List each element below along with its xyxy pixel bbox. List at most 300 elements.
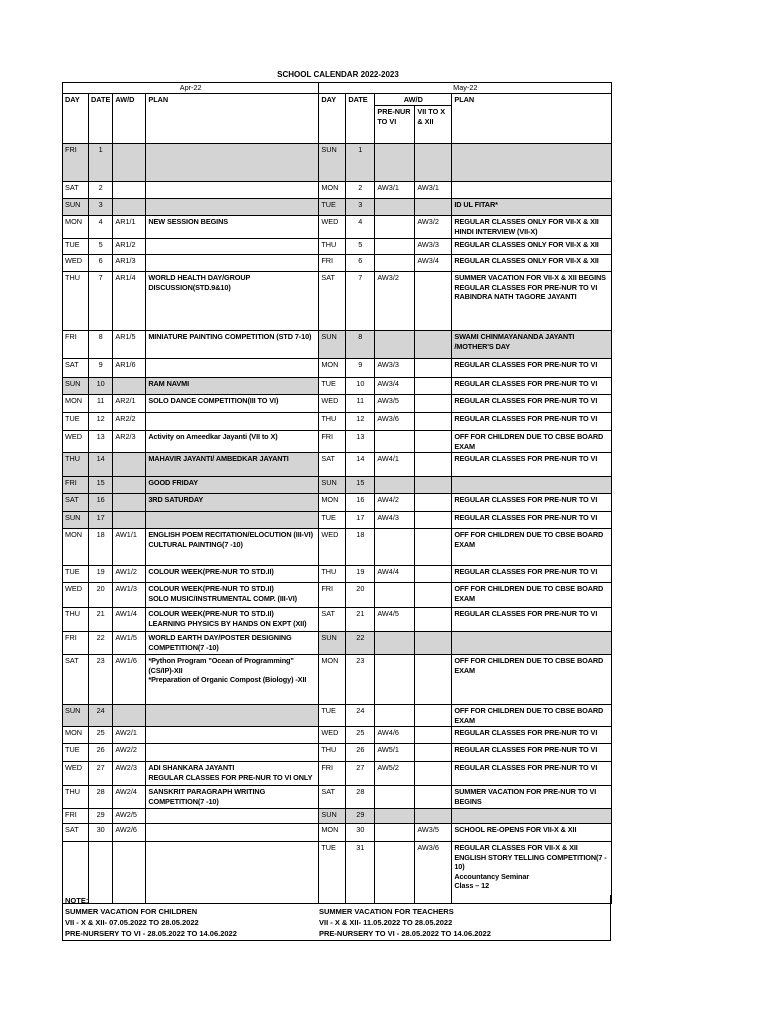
april-plan-cell: SOLO DANCE COMPETITION(III TO VI) <box>146 395 319 413</box>
table-row <box>63 413 612 431</box>
may-plan-cell: OFF FOR CHILDREN DUE TO CBSE BOARD EXAM <box>452 705 612 727</box>
may-day-cell: SUN <box>319 477 346 494</box>
april-day-cell: SAT <box>63 494 89 512</box>
may-date-cell: 2 <box>346 182 375 199</box>
may-day-cell: SUN <box>319 144 346 182</box>
may-day-cell: MON <box>319 824 346 842</box>
april-date-cell: 30 <box>89 824 113 842</box>
header-day: DAY <box>319 94 346 144</box>
header-plan: PLAN <box>146 94 319 144</box>
april-date-cell: 16 <box>89 494 113 512</box>
april-aw-cell <box>113 144 146 182</box>
april-aw-cell <box>113 477 146 494</box>
april-day-cell: SUN <box>63 705 89 727</box>
april-day-cell: WED <box>63 583 89 608</box>
may-date-cell: 11 <box>346 395 375 413</box>
children-vacation-note <box>65 907 237 940</box>
april-day-cell: SUN <box>63 378 89 395</box>
may-plan-cell <box>452 632 612 655</box>
april-aw-cell <box>113 494 146 512</box>
april-date-cell: 2 <box>89 182 113 199</box>
may-day-cell: SAT <box>319 786 346 809</box>
may-aw-pre-nur-cell <box>375 655 415 705</box>
may-plan-cell: REGULAR CLASSES FOR PRE-NUR TO VI <box>452 608 612 632</box>
april-day-cell: TUE <box>63 566 89 583</box>
april-plan-cell <box>146 727 319 744</box>
table-row <box>63 378 612 395</box>
may-date-cell: 13 <box>346 431 375 453</box>
april-aw-cell: AW1/4 <box>113 608 146 632</box>
april-day-cell: TUE <box>63 239 89 255</box>
may-date-cell: 30 <box>346 824 375 842</box>
april-plan-cell <box>146 255 319 272</box>
april-aw-cell: AR1/6 <box>113 359 146 378</box>
may-plan-cell: REGULAR CLASSES ONLY FOR VII-X & XII HINDI INTERVIEW (VII-X) <box>452 216 612 239</box>
may-plan-cell: SWAMI CHINMAYANANDA JAYANTI /MOTHER'S DAY <box>452 331 612 359</box>
may-date-cell: 25 <box>346 727 375 744</box>
april-plan-cell <box>146 359 319 378</box>
table-row <box>63 824 612 842</box>
april-aw-cell: AW1/6 <box>113 655 146 705</box>
may-aw-pre-nur-cell <box>375 331 415 359</box>
may-aw-vii-xii-cell <box>415 378 452 395</box>
may-plan-cell <box>452 144 612 182</box>
may-aw-vii-xii-cell <box>415 809 452 824</box>
april-plan-cell: WORLD HEALTH DAY/GROUP DISCUSSION(STD.9&10) <box>146 272 319 331</box>
may-day-cell: FRI <box>319 431 346 453</box>
table-row <box>63 239 612 255</box>
may-aw-vii-xii-cell <box>415 566 452 583</box>
april-date-cell: 29 <box>89 809 113 824</box>
may-aw-vii-xii-cell <box>415 199 452 216</box>
may-day-cell: MON <box>319 655 346 705</box>
may-aw-vii-xii-cell <box>415 359 452 378</box>
april-plan-cell: MAHAVIR JAYANTI/ AMBEDKAR JAYANTI <box>146 453 319 477</box>
may-date-cell: 1 <box>346 144 375 182</box>
may-plan-cell: OFF FOR CHILDREN DUE TO CBSE BOARD EXAM <box>452 583 612 608</box>
may-aw-pre-nur-cell <box>375 705 415 727</box>
may-aw-vii-xii-cell <box>415 413 452 431</box>
may-plan-cell: OFF FOR CHILDREN DUE TO CBSE BOARD EXAM <box>452 431 612 453</box>
may-aw-vii-xii-cell <box>415 512 452 529</box>
may-day-cell: FRI <box>319 583 346 608</box>
may-day-cell: WED <box>319 727 346 744</box>
april-day-cell: THU <box>63 453 89 477</box>
may-day-cell: THU <box>319 413 346 431</box>
may-day-cell: SAT <box>319 272 346 331</box>
may-date-cell: 27 <box>346 762 375 786</box>
may-aw-pre-nur-cell: AW3/5 <box>375 395 415 413</box>
may-aw-vii-xii-cell <box>415 583 452 608</box>
may-date-cell: 8 <box>346 331 375 359</box>
april-plan-cell: Activity on Ameedkar Jayanti (VII to X) <box>146 431 319 453</box>
may-aw-pre-nur-cell: AW3/3 <box>375 359 415 378</box>
april-plan-cell: ADI SHANKARA JAYANTI REGULAR CLASSES FOR PRE-NUR TO VI ONLY <box>146 762 319 786</box>
april-plan-cell: SANSKRIT PARAGRAPH WRITING COMPETITION(7 -10) <box>146 786 319 809</box>
may-aw-vii-xii-cell <box>415 453 452 477</box>
april-day-cell: FRI <box>63 331 89 359</box>
april-date-cell: 19 <box>89 566 113 583</box>
april-aw-cell: AW1/2 <box>113 566 146 583</box>
may-aw-pre-nur-cell: AW3/1 <box>375 182 415 199</box>
april-date-cell: 28 <box>89 786 113 809</box>
april-aw-cell <box>113 705 146 727</box>
april-aw-cell: AW1/1 <box>113 529 146 566</box>
may-aw-pre-nur-cell <box>375 144 415 182</box>
may-aw-vii-xii-cell <box>415 331 452 359</box>
april-plan-cell: COLOUR WEEK(PRE-NUR TO STD.II) SOLO MUSIC/INSTRUMENTAL COMP. (III-VI) <box>146 583 319 608</box>
april-date-cell: 21 <box>89 608 113 632</box>
may-aw-vii-xii-cell <box>415 431 452 453</box>
table-row <box>63 786 612 809</box>
may-aw-vii-xii-cell <box>415 144 452 182</box>
may-day-cell: THU <box>319 744 346 762</box>
may-aw-vii-xii-cell <box>415 762 452 786</box>
april-aw-cell: AR2/3 <box>113 431 146 453</box>
may-aw-pre-nur-cell: AW4/3 <box>375 512 415 529</box>
may-plan-cell: SCHOOL RE-OPENS FOR VII-X & XII <box>452 824 612 842</box>
may-date-cell: 21 <box>346 608 375 632</box>
may-aw-pre-nur-cell: AW3/6 <box>375 413 415 431</box>
may-date-cell: 31 <box>346 842 375 904</box>
header-plan: PLAN <box>452 94 612 144</box>
april-plan-cell <box>146 512 319 529</box>
april-plan-cell: GOOD FRIDAY <box>146 477 319 494</box>
april-day-cell: MON <box>63 529 89 566</box>
may-aw-vii-xii-cell: AW3/6 <box>415 842 452 904</box>
may-day-cell: SUN <box>319 632 346 655</box>
may-plan-cell: REGULAR CLASSES FOR PRE-NUR TO VI <box>452 744 612 762</box>
table-row <box>63 512 612 529</box>
april-date-cell: 15 <box>89 477 113 494</box>
may-aw-vii-xii-cell <box>415 529 452 566</box>
may-aw-vii-xii-cell: AW3/5 <box>415 824 452 842</box>
april-day-cell: SAT <box>63 655 89 705</box>
april-aw-cell: AW2/5 <box>113 809 146 824</box>
april-day-cell: SAT <box>63 359 89 378</box>
april-plan-cell <box>146 199 319 216</box>
may-date-cell: 28 <box>346 786 375 809</box>
april-plan-cell: WORLD EARTH DAY/POSTER DESIGNING COMPETITION(7 -10) <box>146 632 319 655</box>
table-row <box>63 632 612 655</box>
may-aw-vii-xii-cell <box>415 705 452 727</box>
april-aw-cell: AW2/6 <box>113 824 146 842</box>
april-aw-cell: AR1/3 <box>113 255 146 272</box>
april-aw-cell: AR1/1 <box>113 216 146 239</box>
april-aw-cell: AW2/1 <box>113 727 146 744</box>
may-plan-cell: ID UL FITAR* <box>452 199 612 216</box>
may-date-cell: 26 <box>346 744 375 762</box>
april-date-cell: 23 <box>89 655 113 705</box>
april-date-cell: 12 <box>89 413 113 431</box>
april-date-cell: 8 <box>89 331 113 359</box>
may-date-cell: 12 <box>346 413 375 431</box>
calendar-title: SCHOOL CALENDAR 2022-2023 <box>277 70 399 79</box>
april-day-cell: FRI <box>63 477 89 494</box>
may-day-cell: WED <box>319 395 346 413</box>
header-awd: AW/D <box>113 94 146 144</box>
may-plan-cell: REGULAR CLASSES FOR PRE-NUR TO VI <box>452 566 612 583</box>
april-plan-cell: NEW SESSION BEGINS <box>146 216 319 239</box>
note-heading: SUMMER VACATION FOR CHILDREN <box>65 907 198 916</box>
april-day-cell: SUN <box>63 199 89 216</box>
april-date-cell: 26 <box>89 744 113 762</box>
may-aw-vii-xii-cell: AW3/4 <box>415 255 452 272</box>
april-plan-cell: RAM NAVMI <box>146 378 319 395</box>
may-plan-cell <box>452 477 612 494</box>
april-plan-cell <box>146 705 319 727</box>
may-plan-cell: REGULAR CLASSES FOR PRE-NUR TO VI <box>452 395 612 413</box>
table-row <box>63 182 612 199</box>
may-day-cell: SUN <box>319 809 346 824</box>
may-aw-pre-nur-cell <box>375 632 415 655</box>
april-day-cell: THU <box>63 786 89 809</box>
may-day-cell: WED <box>319 216 346 239</box>
may-aw-vii-xii-cell <box>415 744 452 762</box>
may-aw-pre-nur-cell <box>375 199 415 216</box>
table-row <box>63 566 612 583</box>
april-aw-cell: AR1/5 <box>113 331 146 359</box>
may-day-cell: MON <box>319 359 346 378</box>
may-aw-vii-xii-cell: AW3/1 <box>415 182 452 199</box>
may-day-cell: FRI <box>319 255 346 272</box>
april-aw-cell: AW1/3 <box>113 583 146 608</box>
april-plan-cell: *Python Program "Ocean of Programming" (CS/IP)-XII *Preparation of Organic Compost (Biology) -XII <box>146 655 319 705</box>
april-day-cell: TUE <box>63 413 89 431</box>
may-date-cell: 7 <box>346 272 375 331</box>
table-row <box>63 144 612 182</box>
april-date-cell: 18 <box>89 529 113 566</box>
table-row <box>63 608 612 632</box>
may-plan-cell: SUMMER VACATION FOR PRE-NUR TO VI BEGINS <box>452 786 612 809</box>
may-aw-vii-xii-cell <box>415 655 452 705</box>
table-row <box>63 216 612 239</box>
table-row <box>63 762 612 786</box>
may-date-cell: 18 <box>346 529 375 566</box>
april-aw-cell: AR2/1 <box>113 395 146 413</box>
april-day-cell: SAT <box>63 824 89 842</box>
april-aw-cell: AW1/5 <box>113 632 146 655</box>
may-date-cell: 9 <box>346 359 375 378</box>
april-date-cell: 13 <box>89 431 113 453</box>
may-day-cell: MON <box>319 182 346 199</box>
april-aw-cell <box>113 182 146 199</box>
may-aw-pre-nur-cell <box>375 824 415 842</box>
april-plan-cell: 3RD SATURDAY <box>146 494 319 512</box>
april-aw-cell: AW2/4 <box>113 786 146 809</box>
may-aw-pre-nur-cell <box>375 255 415 272</box>
april-aw-cell <box>113 199 146 216</box>
may-aw-pre-nur-cell <box>375 786 415 809</box>
april-date-cell: 14 <box>89 453 113 477</box>
april-plan-cell <box>146 809 319 824</box>
april-date-cell: 7 <box>89 272 113 331</box>
month-header-april: Apr-22 <box>63 83 319 94</box>
note-box <box>62 895 611 941</box>
april-plan-cell <box>146 824 319 842</box>
may-aw-pre-nur-cell <box>375 216 415 239</box>
may-plan-cell: REGULAR CLASSES ONLY FOR VII-X & XII <box>452 239 612 255</box>
table-row <box>63 199 612 216</box>
table-row <box>63 395 612 413</box>
may-date-cell: 24 <box>346 705 375 727</box>
april-plan-cell <box>146 144 319 182</box>
may-date-cell: 14 <box>346 453 375 477</box>
may-aw-pre-nur-cell <box>375 583 415 608</box>
may-aw-vii-xii-cell: AW3/3 <box>415 239 452 255</box>
april-day-cell: SAT <box>63 182 89 199</box>
may-plan-cell: REGULAR CLASSES FOR PRE-NUR TO VI <box>452 359 612 378</box>
april-date-cell: 17 <box>89 512 113 529</box>
may-plan-cell: REGULAR CLASSES FOR PRE-NUR TO VI <box>452 762 612 786</box>
april-date-cell: 3 <box>89 199 113 216</box>
april-date-cell: 9 <box>89 359 113 378</box>
april-day-cell: SUN <box>63 512 89 529</box>
teachers-vacation-note <box>319 907 491 940</box>
april-day-cell: THU <box>63 608 89 632</box>
april-date-cell: 5 <box>89 239 113 255</box>
month-header-may: May-22 <box>319 83 612 94</box>
may-aw-pre-nur-cell: AW5/2 <box>375 762 415 786</box>
may-day-cell: SUN <box>319 331 346 359</box>
may-plan-cell: OFF FOR CHILDREN DUE TO CBSE BOARD EXAM <box>452 655 612 705</box>
may-aw-pre-nur-cell <box>375 239 415 255</box>
april-day-cell: WED <box>63 255 89 272</box>
may-aw-vii-xii-cell <box>415 477 452 494</box>
may-date-cell: 5 <box>346 239 375 255</box>
may-aw-pre-nur-cell <box>375 431 415 453</box>
april-day-cell: MON <box>63 727 89 744</box>
note-line: PRE-NURSERY TO VI - 28.05.2022 TO 14.06.2022 <box>319 928 491 938</box>
april-plan-cell <box>146 744 319 762</box>
table-row <box>63 529 612 566</box>
april-day-cell: TUE <box>63 744 89 762</box>
april-date-cell: 4 <box>89 216 113 239</box>
april-day-cell: WED <box>63 431 89 453</box>
april-plan-cell <box>146 413 319 431</box>
april-plan-cell: MINIATURE PAINTING COMPETITION (STD 7-10) <box>146 331 319 359</box>
april-aw-cell: AW2/2 <box>113 744 146 762</box>
header-vii-to-x-xii: VII TO X & XII <box>415 106 452 144</box>
table-row <box>63 431 612 453</box>
may-date-cell: 16 <box>346 494 375 512</box>
april-aw-cell: AW2/3 <box>113 762 146 786</box>
table-row <box>63 809 612 824</box>
may-plan-cell: REGULAR CLASSES FOR PRE-NUR TO VI <box>452 727 612 744</box>
april-day-cell: WED <box>63 762 89 786</box>
may-aw-vii-xii-cell <box>415 494 452 512</box>
may-day-cell: SAT <box>319 608 346 632</box>
april-date-cell: 24 <box>89 705 113 727</box>
may-plan-cell: REGULAR CLASSES FOR PRE-NUR TO VI <box>452 413 612 431</box>
may-aw-vii-xii-cell <box>415 395 452 413</box>
header-day: DAY <box>63 94 89 144</box>
may-plan-cell: REGULAR CLASSES FOR PRE-NUR TO VI <box>452 453 612 477</box>
may-plan-cell: REGULAR CLASSES FOR PRE-NUR TO VI <box>452 512 612 529</box>
april-date-cell: 10 <box>89 378 113 395</box>
may-aw-pre-nur-cell: AW3/2 <box>375 272 415 331</box>
april-date-cell: 27 <box>89 762 113 786</box>
april-plan-cell: ENGLISH POEM RECITATION/ELOCUTION (III-VI) CULTURAL PAINTING(7 -10) <box>146 529 319 566</box>
may-aw-pre-nur-cell: AW4/4 <box>375 566 415 583</box>
may-aw-vii-xii-cell: AW3/2 <box>415 216 452 239</box>
may-aw-pre-nur-cell: AW4/5 <box>375 608 415 632</box>
may-aw-pre-nur-cell: AW4/2 <box>375 494 415 512</box>
april-plan-cell: COLOUR WEEK(PRE-NUR TO STD.II) LEARNING PHYSICS BY HANDS ON EXPT (XII) <box>146 608 319 632</box>
may-day-cell: THU <box>319 566 346 583</box>
may-plan-cell: REGULAR CLASSES FOR VII-X & XII ENGLISH STORY TELLING COMPETITION(7 - 10) Accountancy Seminar Class – 12 <box>452 842 612 904</box>
may-aw-vii-xii-cell <box>415 608 452 632</box>
april-day-cell: MON <box>63 395 89 413</box>
april-date-cell: 6 <box>89 255 113 272</box>
may-day-cell: MON <box>319 494 346 512</box>
table-row <box>63 705 612 727</box>
may-day-cell: TUE <box>319 378 346 395</box>
may-aw-pre-nur-cell: AW4/1 <box>375 453 415 477</box>
may-aw-vii-xii-cell <box>415 786 452 809</box>
may-date-cell: 10 <box>346 378 375 395</box>
may-date-cell: 19 <box>346 566 375 583</box>
table-row <box>63 727 612 744</box>
april-day-cell: FRI <box>63 809 89 824</box>
may-plan-cell: REGULAR CLASSES ONLY FOR VII-X & XII <box>452 255 612 272</box>
april-aw-cell: AR2/2 <box>113 413 146 431</box>
note-line: PRE-NURSERY TO VI - 28.05.2022 TO 14.06.2022 <box>65 928 237 938</box>
may-day-cell: WED <box>319 529 346 566</box>
may-aw-pre-nur-cell: AW3/4 <box>375 378 415 395</box>
may-date-cell: 4 <box>346 216 375 239</box>
may-aw-vii-xii-cell <box>415 272 452 331</box>
table-row <box>63 453 612 477</box>
april-day-cell: FRI <box>63 144 89 182</box>
may-day-cell: THU <box>319 239 346 255</box>
table-row <box>63 583 612 608</box>
may-aw-pre-nur-cell <box>375 809 415 824</box>
header-awd: AW/D <box>375 94 452 106</box>
note-heading: SUMMER VACATION FOR TEACHERS <box>319 907 454 916</box>
calendar-table <box>62 82 612 904</box>
may-aw-pre-nur-cell <box>375 477 415 494</box>
may-aw-pre-nur-cell: AW4/6 <box>375 727 415 744</box>
header-date: DATE <box>346 94 375 144</box>
may-plan-cell <box>452 182 612 199</box>
may-day-cell: TUE <box>319 199 346 216</box>
april-date-cell: 25 <box>89 727 113 744</box>
may-day-cell: TUE <box>319 842 346 904</box>
may-day-cell: TUE <box>319 705 346 727</box>
april-plan-cell <box>146 182 319 199</box>
april-date-cell: 11 <box>89 395 113 413</box>
may-date-cell: 20 <box>346 583 375 608</box>
table-row <box>63 744 612 762</box>
may-date-cell: 6 <box>346 255 375 272</box>
april-plan-cell <box>146 239 319 255</box>
april-aw-cell <box>113 378 146 395</box>
may-date-cell: 3 <box>346 199 375 216</box>
note-line: VII - X & XII- 07.05.2022 TO 28.05.2022 <box>65 917 199 927</box>
may-plan-cell: REGULAR CLASSES FOR PRE-NUR TO VI <box>452 494 612 512</box>
table-row <box>63 477 612 494</box>
may-day-cell: SAT <box>319 453 346 477</box>
april-aw-cell: AR1/4 <box>113 272 146 331</box>
april-day-cell: FRI <box>63 632 89 655</box>
table-row <box>63 359 612 378</box>
april-aw-cell <box>113 453 146 477</box>
april-aw-cell <box>113 512 146 529</box>
may-aw-pre-nur-cell <box>375 529 415 566</box>
table-row <box>63 272 612 331</box>
may-day-cell: TUE <box>319 512 346 529</box>
